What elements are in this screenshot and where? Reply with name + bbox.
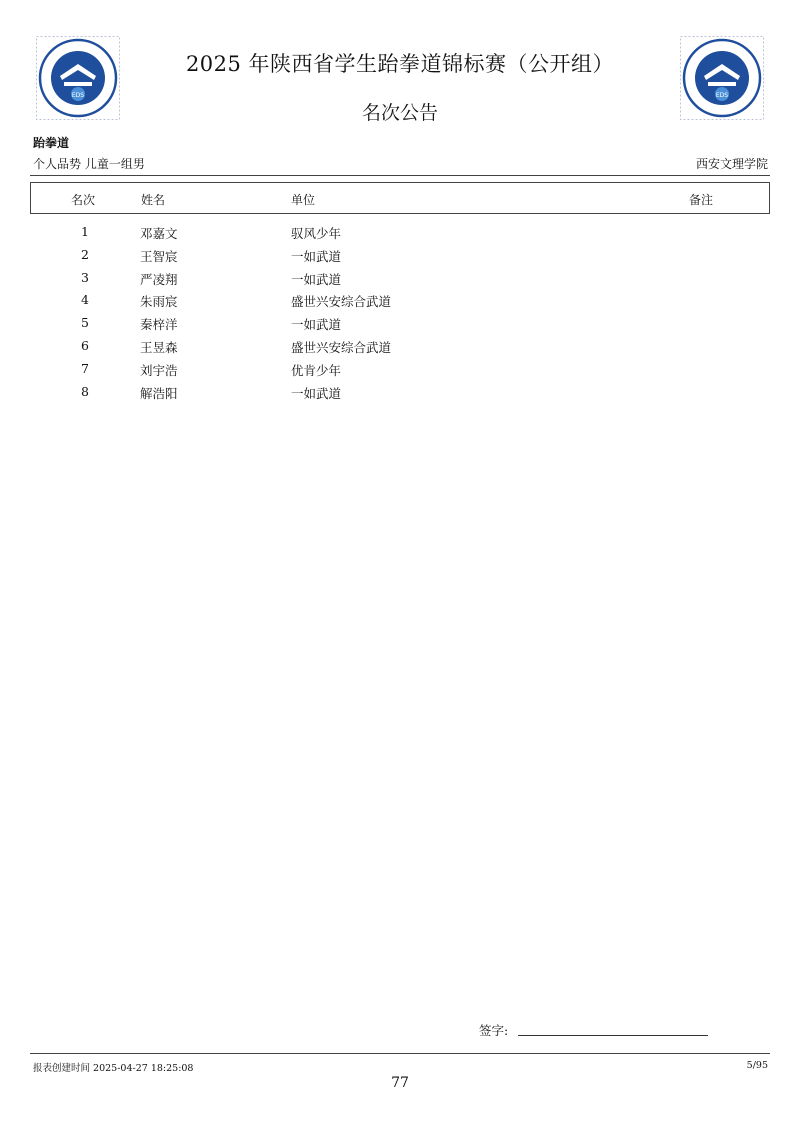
row-name: 朱雨宸 — [140, 294, 178, 310]
column-header-note: 备注 — [689, 193, 714, 207]
document-title: 2025 年陕西省学生跆拳道锦标赛（公开组） — [185, 52, 615, 76]
event-category: 个人品势 儿童一组男 — [33, 157, 145, 171]
table-row — [0, 382, 800, 405]
row-unit: 一如武道 — [291, 248, 342, 264]
table-row — [0, 290, 800, 313]
row-unit: 驭风少年 — [291, 226, 342, 241]
table-row — [0, 222, 800, 245]
row-rank: 4 — [81, 292, 89, 308]
row-unit: 优肯少年 — [291, 362, 342, 378]
report-created-time: 报表创建时间 2025-04-27 18:25:08 — [33, 1063, 194, 1074]
page-number: 77 — [391, 1075, 409, 1091]
row-unit: 盛世兴安综合武道 — [291, 339, 392, 355]
top-divider — [30, 175, 770, 176]
table-row — [0, 336, 800, 359]
row-rank: 2 — [81, 246, 89, 262]
table-row — [0, 313, 800, 336]
row-unit: 一如武道 — [291, 385, 342, 401]
row-name: 邓嘉文 — [140, 226, 178, 241]
row-name: 王智宸 — [140, 248, 178, 264]
signature-label: 签字: — [479, 1023, 509, 1038]
row-rank: 7 — [81, 360, 89, 376]
row-name: 刘宇浩 — [140, 362, 178, 378]
venue-name: 西安文理学院 — [695, 157, 768, 171]
table-row — [0, 268, 800, 291]
table-header — [30, 182, 770, 214]
row-rank: 5 — [81, 315, 89, 331]
row-rank: 6 — [81, 337, 89, 353]
table-row — [0, 359, 800, 382]
svg-text:EDS: EDS — [71, 92, 85, 99]
results-table-body — [0, 222, 800, 404]
row-unit: 盛世兴安综合武道 — [291, 294, 392, 310]
row-name: 秦梓洋 — [140, 317, 178, 333]
row-name: 王昱森 — [140, 339, 178, 355]
event-name: 跆拳道 — [33, 136, 70, 150]
column-header-name: 姓名 — [141, 193, 166, 207]
column-header-rank: 名次 — [71, 193, 96, 207]
row-name: 严凌翔 — [140, 271, 178, 287]
table-row — [0, 245, 800, 268]
row-rank: 1 — [81, 224, 89, 239]
svg-text:EDS: EDS — [715, 92, 729, 99]
row-rank: 3 — [81, 269, 89, 285]
row-name: 解浩阳 — [140, 385, 178, 401]
signature-line — [518, 1035, 708, 1036]
row-unit: 一如武道 — [291, 317, 342, 333]
column-header-unit: 单位 — [291, 193, 316, 207]
footer-divider — [30, 1053, 770, 1054]
document-subtitle: 名次公告 — [361, 102, 438, 124]
row-rank: 8 — [81, 383, 89, 399]
row-unit: 一如武道 — [291, 271, 342, 287]
page-of-total: 5/95 — [746, 1060, 768, 1071]
